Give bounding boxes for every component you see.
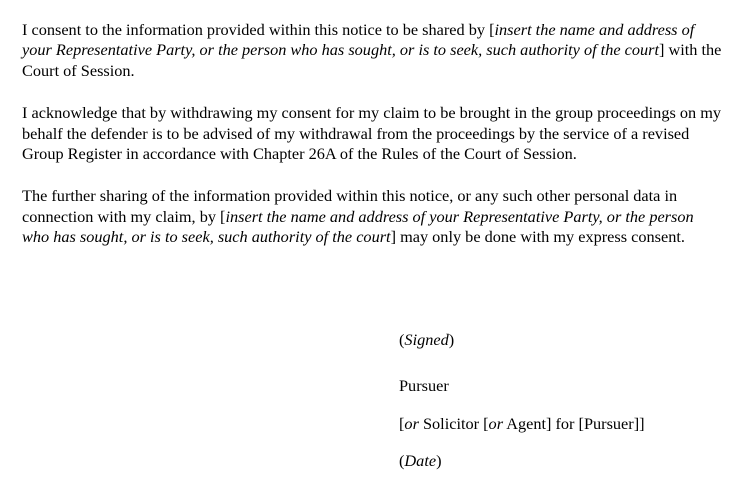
signed-line [399,330,719,350]
withdrawal-paragraph: I acknowledge that by withdrawing my consent for my claim to be brought in the group proceedings on my behalf the defender is to be advised of my withdrawal from the proceedings by the service of a revised Group Register in accordance with Chapter 26A of the Rules of the Court of Session. [22,103,722,164]
solicitor-text-2: Solicitor [ [418,413,489,433]
solicitor-or-1: or [404,413,419,433]
date-line [399,451,719,471]
solicitor-line [399,414,719,434]
solicitor-or-2: or [488,413,504,433]
signed-label: Signed [404,330,449,349]
signed-close-paren: ) [448,330,455,349]
solicitor-text-1: [ [399,413,405,433]
signature-block [399,330,719,472]
consent-text-end: ] with the Court of Session. [22,40,722,80]
further-sharing-text-start: The further sharing of the information provided within this notice, or any such other personal data in connection with my claim, by [ [22,186,678,226]
consent-paragraph [22,20,722,81]
further-sharing-placeholder: insert the name and address of your Representative Party, or the person who has sought, or is to seek, such authority of the court [22,206,694,247]
consent-placeholder: insert the name and address of your Representative Party, or the person who has sought, or is to seek, such authority of the court [22,20,695,60]
pursuer-line: Pursuer [399,376,449,396]
solicitor-text-3: Agent] for [Pursuer]] [503,413,645,433]
document-body [22,20,722,248]
date-open-paren: ( [399,451,405,471]
signed-open-paren: ( [399,330,405,349]
consent-text-start: I consent to the information provided within this notice to be shared by [ [22,20,495,39]
date-close-paren: ) [436,451,442,471]
date-label: Date [404,451,437,471]
further-sharing-paragraph [22,186,722,247]
further-sharing-text-end: ] may only be done with my express consent. [390,227,685,247]
